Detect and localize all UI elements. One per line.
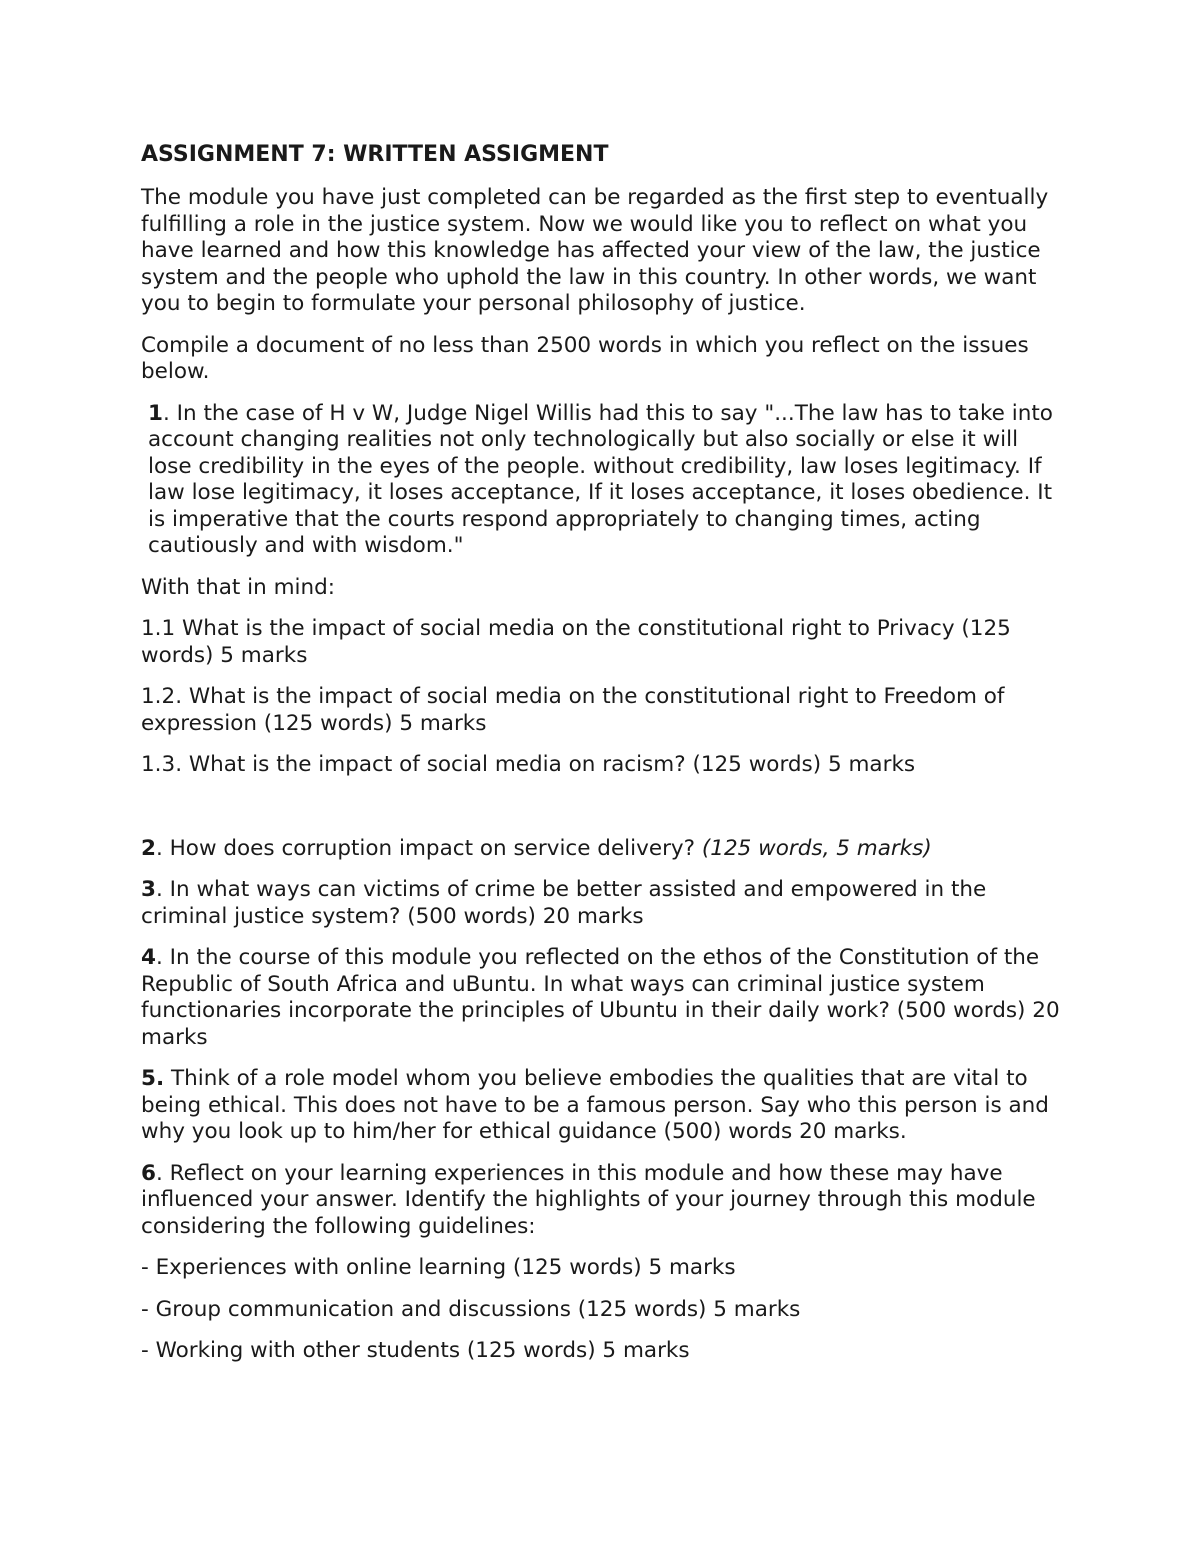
- question-5-text: Think of a role model whom you believe embodies the qualities that are vital to being ethical. This does not have to be a famous person. Say who this person is and why you look up to him/her for ethical guidance (500) words 20 marks.: [141, 1066, 1049, 1144]
- question-1-number: 1: [148, 400, 163, 426]
- question-2-text: . How does corruption impact on service delivery?: [155, 835, 702, 861]
- question-1: [141, 401, 1061, 560]
- question-1-1: 1.1 What is the impact of social media on the constitutional right to Privacy (125 words) 5 marks: [141, 616, 1011, 668]
- question-5: [141, 1066, 1061, 1146]
- question-1-text: . In the case of H v W, Judge Nigel Willis had this to say "...The law has to take into account changing realities not only technologically but also socially or else it will lose credibility in the eyes of the people. without credibility, law loses legitimacy. If law lose legitimacy, it loses acceptance, If it loses acceptance, it loses obedience. It is imperative that the courts respond appropriately to changing times, acting cautiously and with wisdom.": [148, 400, 1053, 558]
- question-4-number: 4: [141, 945, 156, 970]
- question-4-text: . In the course of this module you reflected on the ethos of the Constitution of the Republic of South Africa and uBuntu. In what ways can criminal justice system functionaries incorporate the principles of Ubuntu in their daily work? (500 words) 20 marks: [141, 945, 1060, 1050]
- compile-paragraph: Compile a document of no less than 2500 words in which you reflect on the issues below.: [141, 332, 1029, 384]
- question-6-text: . Reflect on your learning experiences in this module and how these may have influenced your answer. Identify the highlights of your journey through this module considering the following guidelines:: [141, 1160, 1036, 1239]
- bullet-online-learning: - Experiences with online learning (125 words) 5 marks: [141, 1255, 736, 1280]
- question-5-number: 5.: [141, 1066, 165, 1091]
- document-page: [141, 140, 1061, 1380]
- question-3-number: 3: [141, 877, 156, 902]
- question-4: [141, 945, 1061, 1051]
- document-title: ASSIGNMENT 7: WRITTEN ASSIGMENT: [141, 142, 609, 167]
- question-1-2: 1.2. What is the impact of social media on the constitutional right to Freedom of expression (125 words) 5 marks: [141, 684, 1005, 736]
- question-3: [141, 877, 1061, 930]
- spacer: [141, 794, 1061, 836]
- question-3-text: . In what ways can victims of crime be better assisted and empowered in the criminal justice system? (500 words) 20 marks: [141, 877, 987, 929]
- with-that-in-mind: With that in mind:: [141, 574, 336, 600]
- question-2-marks: (125 words, 5 marks): [701, 835, 932, 861]
- question-6: [141, 1161, 1061, 1241]
- bullet-group-communication: - Group communication and discussions (125 words) 5 marks: [141, 1296, 801, 1322]
- question-2-number: 2: [141, 835, 156, 861]
- bullet-working-with-students: - Working with other students (125 words) 5 marks: [141, 1338, 690, 1363]
- question-1-3: 1.3. What is the impact of social media on racism? (125 words) 5 marks: [141, 752, 916, 777]
- intro-paragraph: The module you have just completed can be regarded as the first step to eventually fulfilling a role in the justice system. Now we would like you to reflect on what you have learned and how this knowledge has affected your view of the law, the justice system and the people who uphold the law in this country. In other words, we want you to begin to formulate your personal philosophy of justice.: [141, 185, 1049, 316]
- question-2: [141, 836, 1061, 863]
- question-6-number: 6: [141, 1160, 156, 1186]
